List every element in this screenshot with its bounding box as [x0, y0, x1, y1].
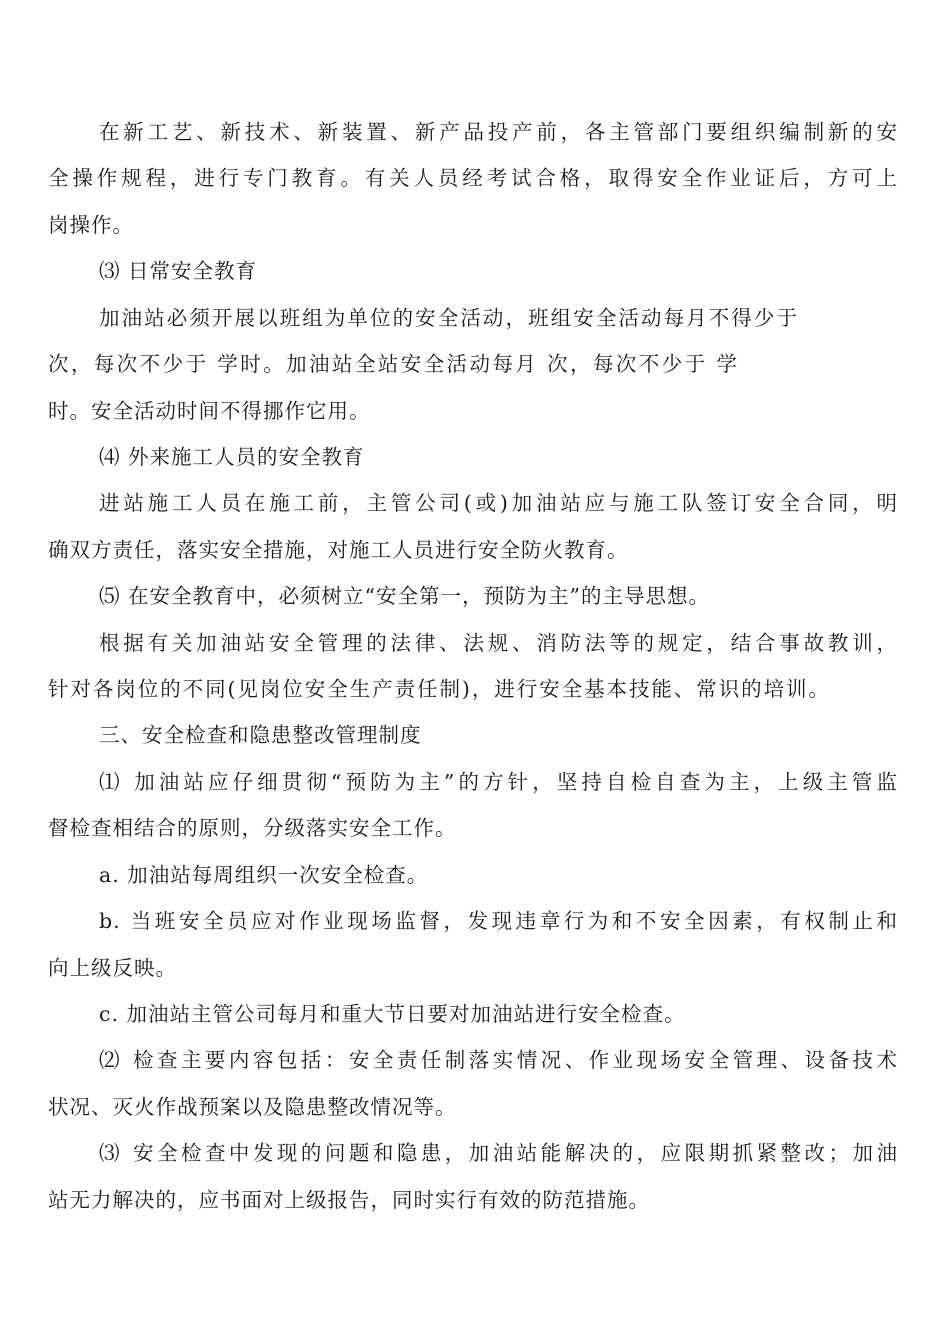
paragraph-line: 针对各岗位的不同(见岗位安全生产责任制)，进行安全基本技能、常识的培训。 [48, 677, 830, 701]
section-heading: 三、安全检查和隐患整改管理制度 [99, 723, 422, 747]
list-item: a. 加油站每周组织一次安全检查。 [99, 863, 429, 887]
paragraph-line: 向上级反映。 [48, 956, 177, 980]
paragraph-line: 全操作规程，进行专门教育。有关人员经考试合格，取得安全作业证后，方可上 [48, 166, 898, 190]
paragraph-line: 次，每次不少于 学时。加油站全站安全活动每月 次，每次不少于 学 [48, 352, 738, 376]
list-item: c. 加油站主管公司每月和重大节日要对加油站进行安全检查。 [99, 1002, 686, 1026]
paragraph-line: 督检查相结合的原则，分级落实安全工作。 [48, 816, 457, 840]
section-heading: ⑶ 日常安全教育 [99, 259, 258, 283]
list-item: b. 当班安全员应对作业现场监督，发现违章行为和不安全因素，有权制止和 [99, 909, 898, 933]
paragraph-line: 时。安全活动时间不得挪作它用。 [48, 399, 371, 423]
paragraph-line: 进站施工人员在施工前，主管公司(或)加油站应与施工队签订安全合同，明 [99, 491, 898, 515]
paragraph-line: 根据有关加油站安全管理的法律、法规、消防法等的规定，结合事故教训， [99, 631, 898, 655]
paragraph-line: 在新工艺、新技术、新装置、新产品投产前，各主管部门要组织编制新的安 [99, 120, 898, 144]
paragraph-line: ⑶ 安全检查中发现的问题和隐患，加油站能解决的，应限期抓紧整改；加油 [99, 1141, 898, 1165]
section-heading: ⑷ 外来施工人员的安全教育 [99, 445, 365, 469]
paragraph-line: 站无力解决的，应书面对上级报告，同时实行有效的防范措施。 [48, 1188, 650, 1212]
paragraph-line: 加油站必须开展以班组为单位的安全活动，班组安全活动每月不得少于 [99, 306, 798, 330]
paragraph-line: ⑴ 加油站应仔细贯彻“预防为主”的方针，坚持自检自查为主，上级主管监 [99, 770, 898, 794]
paragraph-line: 确双方责任，落实安全措施，对施工人员进行安全防火教育。 [48, 538, 629, 562]
paragraph-line: ⑵ 检查主要内容包括：安全责任制落实情况、作业现场安全管理、设备技术 [99, 1048, 898, 1072]
paragraph-line: ⑸ 在安全教育中，必须树立“安全第一，预防为主”的主导思想。 [99, 584, 710, 608]
paragraph-line: 岗操作。 [48, 213, 134, 237]
paragraph-line: 状况、灭火作战预案以及隐患整改情况等。 [48, 1095, 457, 1119]
